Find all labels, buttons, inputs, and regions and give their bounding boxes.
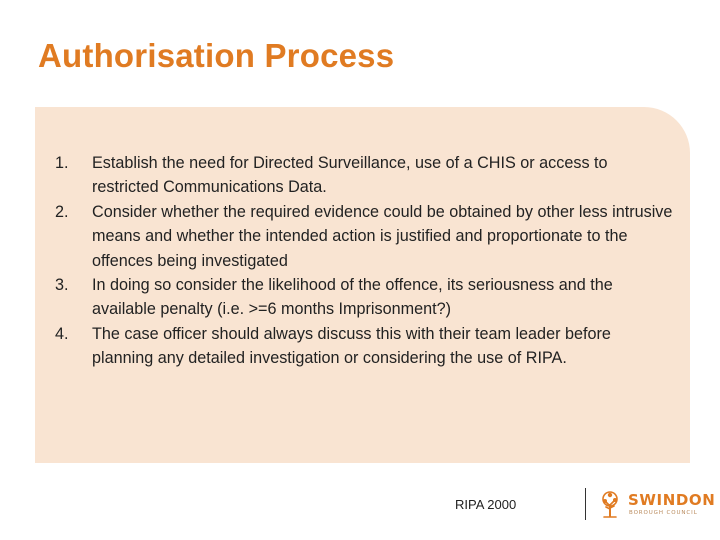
list-item [55,200,675,273]
step-text: Establish the need for Directed Surveillance, use of a CHIS or access to restricted Communications Data. [92,154,608,197]
step-text: Consider whether the required evidence could be obtained by other less intrusive means and whether the intended action is justified and proportionate to the offences being investigated [92,202,673,270]
list-item [55,273,675,322]
step-text: The case officer should always discuss this with their team leader before planning any detailed investigation or considering the use of RIPA. [92,324,611,368]
step-text: In doing so consider the likelihood of the offence, its seriousness and the available penalty (i.e. >=6 months Imprisonment?) [92,276,613,319]
logo-name: SWINDON [628,491,716,509]
footer-text: RIPA 2000 [455,497,517,512]
swindon-logo [598,488,716,522]
step-number: 3. [55,276,69,295]
list-item [55,151,675,200]
steps-list [55,151,675,371]
list-item [55,322,675,371]
step-number: 2. [55,202,69,221]
tree-logo-icon [598,490,622,518]
step-number: 1. [55,154,69,172]
footer-divider [585,488,586,520]
slide-title: Authorisation Process [38,37,395,74]
logo-subtitle: BOROUGH COUNCIL [629,510,698,516]
step-number: 4. [55,324,69,343]
